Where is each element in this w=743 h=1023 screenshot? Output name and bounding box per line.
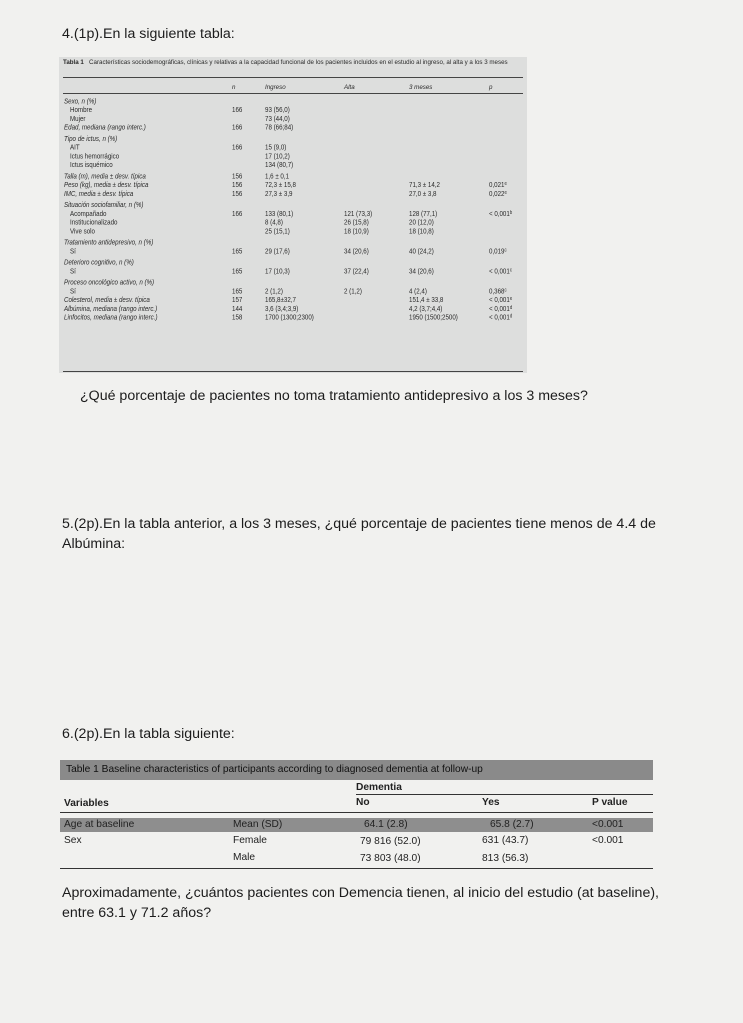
table-1-bottom-rule — [63, 371, 523, 372]
table-1-cell-ingreso: 93 (56,0) — [265, 105, 290, 115]
table-1-row-label: Albúmina, mediana (rango interc.) — [64, 304, 158, 314]
table-1-cell-ingreso: 17 (10,3) — [265, 267, 290, 276]
table-1-cell-p: 0,019ᶜ — [489, 247, 507, 256]
table-1-row-label: Sí — [70, 247, 76, 256]
table-1-cell-meses: 128 (77,1) — [409, 209, 438, 219]
table-1-cell-n: 156 — [232, 189, 243, 199]
table-1-cell-ingreso: 72,3 ± 15,8 — [265, 180, 296, 190]
table-1-cell-ingreso: 8 (4,8) — [265, 218, 283, 227]
table-1-cell-alta: 2 (1,2) — [344, 287, 362, 296]
table-1-cell-meses: 151,4 ± 33,8 — [409, 295, 444, 305]
table-1-cell-alta: 26 (15,8) — [344, 218, 369, 227]
question-5-text: 5.(2p).En la tabla anterior, a los 3 meses, ¿qué porcentaje de pacientes tiene menos de 4.4 de Albúmina: — [62, 516, 656, 552]
question-6-text: Aproximadamente, ¿cuántos pacientes con Demencia tienen, al inicio del estudio (at baseline), entre 63.1 y 71.2 años? — [62, 885, 659, 921]
table-2-row-female-yes: 631 (43.7) — [482, 835, 529, 846]
table-1-row-label: Institucionalizado — [70, 218, 118, 227]
table-1-cell-meses: 20 (12,0) — [409, 218, 434, 227]
table-1-header-3meses: 3 meses — [409, 84, 433, 91]
table-1-header-p: p — [489, 84, 493, 91]
table-1-cell-meses: 4,2 (3,7;4,4) — [409, 304, 443, 314]
table-2-col-variables: Variables — [64, 798, 109, 809]
table-1-row-label: Ictus hemorrágico — [70, 152, 120, 161]
table-2-group-header: Dementia — [356, 782, 402, 793]
table-1-cell-ingreso: 1,6 ± 0,1 — [265, 172, 290, 181]
table-1-cell-ingreso: 25 (15,1) — [265, 227, 290, 236]
table-1-cell-meses: 27,0 ± 3,8 — [409, 189, 437, 199]
table-1-row-label: Tipo de ictus, n (%) — [64, 134, 118, 144]
table-2-row-male-stat: Male — [233, 852, 256, 863]
table-1-row-label: IMC, media ± desv. típica — [64, 189, 134, 199]
table-1-cell-ingreso: 29 (17,6) — [265, 247, 290, 256]
table-1-cell-n: 166 — [232, 105, 243, 115]
table-1-cell-alta: 121 (73,3) — [344, 209, 373, 219]
table-1-cell-meses: 71,3 ± 14,2 — [409, 180, 440, 190]
table-1-cell-n: 166 — [232, 123, 243, 132]
table-1-cell-ingreso: 1700 (1300;2300) — [265, 313, 314, 322]
table-1-cell-n: 166 — [232, 209, 243, 219]
table-1-row-label: Talla (m), media ± desv. típica — [64, 172, 146, 181]
table-2-row-age-no: 64.1 (2.8) — [364, 819, 408, 830]
table-1-cell-p: 0,368ᶜ — [489, 287, 507, 296]
table-1-cell-ingreso: 3,6 (3,4;3,9) — [265, 304, 299, 314]
table-1-caption-text: Características sociodemográficas, clínicas y relativas a la capacidad funcional de los pacientes incluidos en el estudio al ingreso, al alta y a los 3 meses — [89, 59, 508, 66]
table-1-row-label: Edad, mediana (rango interc.) — [64, 123, 146, 132]
table-1-cell-ingreso: 134 (80,7) — [265, 160, 294, 170]
table-1-row-label: Deterioro cognitivo, n (%) — [64, 258, 134, 267]
table-1-row-label: Linfocitos, mediana (rango interc.) — [64, 313, 158, 322]
table-2-col-p: P value — [592, 797, 628, 808]
table-1-row-label: AIT — [70, 143, 80, 152]
table-1-row-label: Peso (kg), media ± desv. típica — [64, 180, 149, 190]
table-1-row-label: Mujer — [70, 114, 86, 124]
question-4-heading: 4.(1p).En la siguiente tabla: — [62, 26, 235, 42]
table-2-row-male-no: 73 803 (48.0) — [360, 853, 421, 864]
table-2-row-age-yes: 65.8 (2.7) — [490, 819, 534, 830]
table-2-row-sex-variable: Sex — [64, 835, 82, 846]
table-1-cell-p: 0,022ᵉ — [489, 189, 507, 199]
table-1-cell-n: 166 — [232, 143, 243, 152]
table-1-cell-n: 157 — [232, 295, 243, 305]
table-2-bottom-rule — [60, 868, 653, 869]
table-1-cell-ingreso: 2 (1,2) — [265, 287, 283, 296]
table-1-row-label: Colesterol, media ± desv. típica — [64, 295, 150, 305]
table-1-cell-p: < 0,001ᵉ — [489, 295, 513, 305]
table-1-cell-alta: 34 (20,6) — [344, 247, 369, 256]
table-1-row-label: Sexo, n (%) — [64, 97, 97, 106]
table-2-col-no: No — [356, 797, 370, 808]
table-2-row-male-yes: 813 (56.3) — [482, 853, 529, 864]
table-1-cell-ingreso: 73 (44,0) — [265, 114, 290, 124]
table-1-cell-n: 165 — [232, 287, 243, 296]
table-1-header-ingreso: Ingreso — [265, 84, 286, 91]
table-1-cell-n: 165 — [232, 267, 243, 276]
table-1-row-label: Ictus isquémico — [70, 160, 113, 170]
table-2-row-female-p: <0.001 — [592, 835, 624, 846]
table-1-cell-meses: 34 (20,6) — [409, 267, 434, 276]
table-1-cell-p: < 0,001ᶜ — [489, 267, 513, 276]
table-1-cell-meses: 18 (10,8) — [409, 227, 434, 236]
table-2-row-female-no: 79 816 (52.0) — [360, 836, 421, 847]
table-2-header-rule — [60, 812, 653, 813]
table-1-cell-p: 0,021ᵉ — [489, 180, 507, 190]
table-1-cell-p: < 0,001ᵈ — [489, 313, 513, 322]
table-1-cell-n: 144 — [232, 304, 243, 314]
table-1-cell-ingreso: 17 (10,2) — [265, 152, 290, 161]
table-1-cell-ingreso: 78 (66;84) — [265, 123, 294, 132]
table-1-row-label: Vive solo — [70, 227, 95, 236]
table-1-cell-meses: 1950 (1500;2500) — [409, 313, 458, 322]
table-2-highlight-band — [60, 818, 653, 832]
table-2-row-age-p: <0.001 — [592, 819, 624, 830]
table-2-row-age-variable: Age at baseline — [64, 819, 135, 830]
table-1-cell-n: 156 — [232, 172, 243, 181]
table-1-header-n: n — [232, 84, 236, 91]
table-1-cell-p: < 0,001ᵈ — [489, 304, 513, 314]
question-6-heading: 6.(2p).En la tabla siguiente: — [62, 726, 235, 742]
table-1-cell-alta: 18 (10,9) — [344, 227, 369, 236]
table-1-row-label: Hombre — [70, 105, 93, 115]
table-2-group-rule — [356, 794, 653, 795]
question-4-text: ¿Qué porcentaje de pacientes no toma tratamiento antidepresivo a los 3 meses? — [80, 388, 588, 404]
table-2-row-female-stat: Female — [233, 835, 267, 846]
table-1-cell-ingreso: 165,8±32,7 — [265, 295, 296, 305]
table-1-cell-ingreso: 27,3 ± 3,9 — [265, 189, 293, 199]
table-1-row-label: Sí — [70, 287, 76, 296]
table-2-col-yes: Yes — [482, 797, 500, 808]
table-1-cell-n: 165 — [232, 247, 243, 256]
table-1-cell-ingreso: 133 (80,1) — [265, 209, 294, 219]
table-1-row-label: Sí — [70, 267, 76, 276]
table-2-english — [60, 760, 653, 870]
table-1-row-label: Proceso oncológico activo, n (%) — [64, 278, 155, 287]
table-1-header-alta: Alta — [344, 84, 355, 91]
table-1-cell-meses: 4 (2,4) — [409, 287, 427, 296]
table-2-row-age-stat: Mean (SD) — [233, 819, 283, 830]
table-1-row-label: Tratamiento antidepresivo, n (%) — [64, 238, 154, 247]
table-1-caption-label: Tabla 1 — [63, 59, 84, 66]
table-1-cell-alta: 37 (22,4) — [344, 267, 369, 276]
table-1-cell-p: < 0,001ᵇ — [489, 209, 513, 219]
table-1-spanish — [59, 57, 527, 373]
table-1-cell-meses: 40 (24,2) — [409, 247, 434, 256]
table-1-cell-n: 156 — [232, 180, 243, 190]
table-1-row-label: Acompañado — [70, 209, 107, 219]
table-1-row-label: Situación sociofamiliar, n (%) — [64, 200, 144, 210]
table-1-body — [59, 47, 527, 442]
table-1-cell-n: 158 — [232, 313, 243, 322]
table-1-cell-ingreso: 15 (9,0) — [265, 143, 287, 152]
table-2-title: Table 1 Baseline characteristics of participants according to diagnosed dementia at follow-up — [60, 760, 653, 780]
